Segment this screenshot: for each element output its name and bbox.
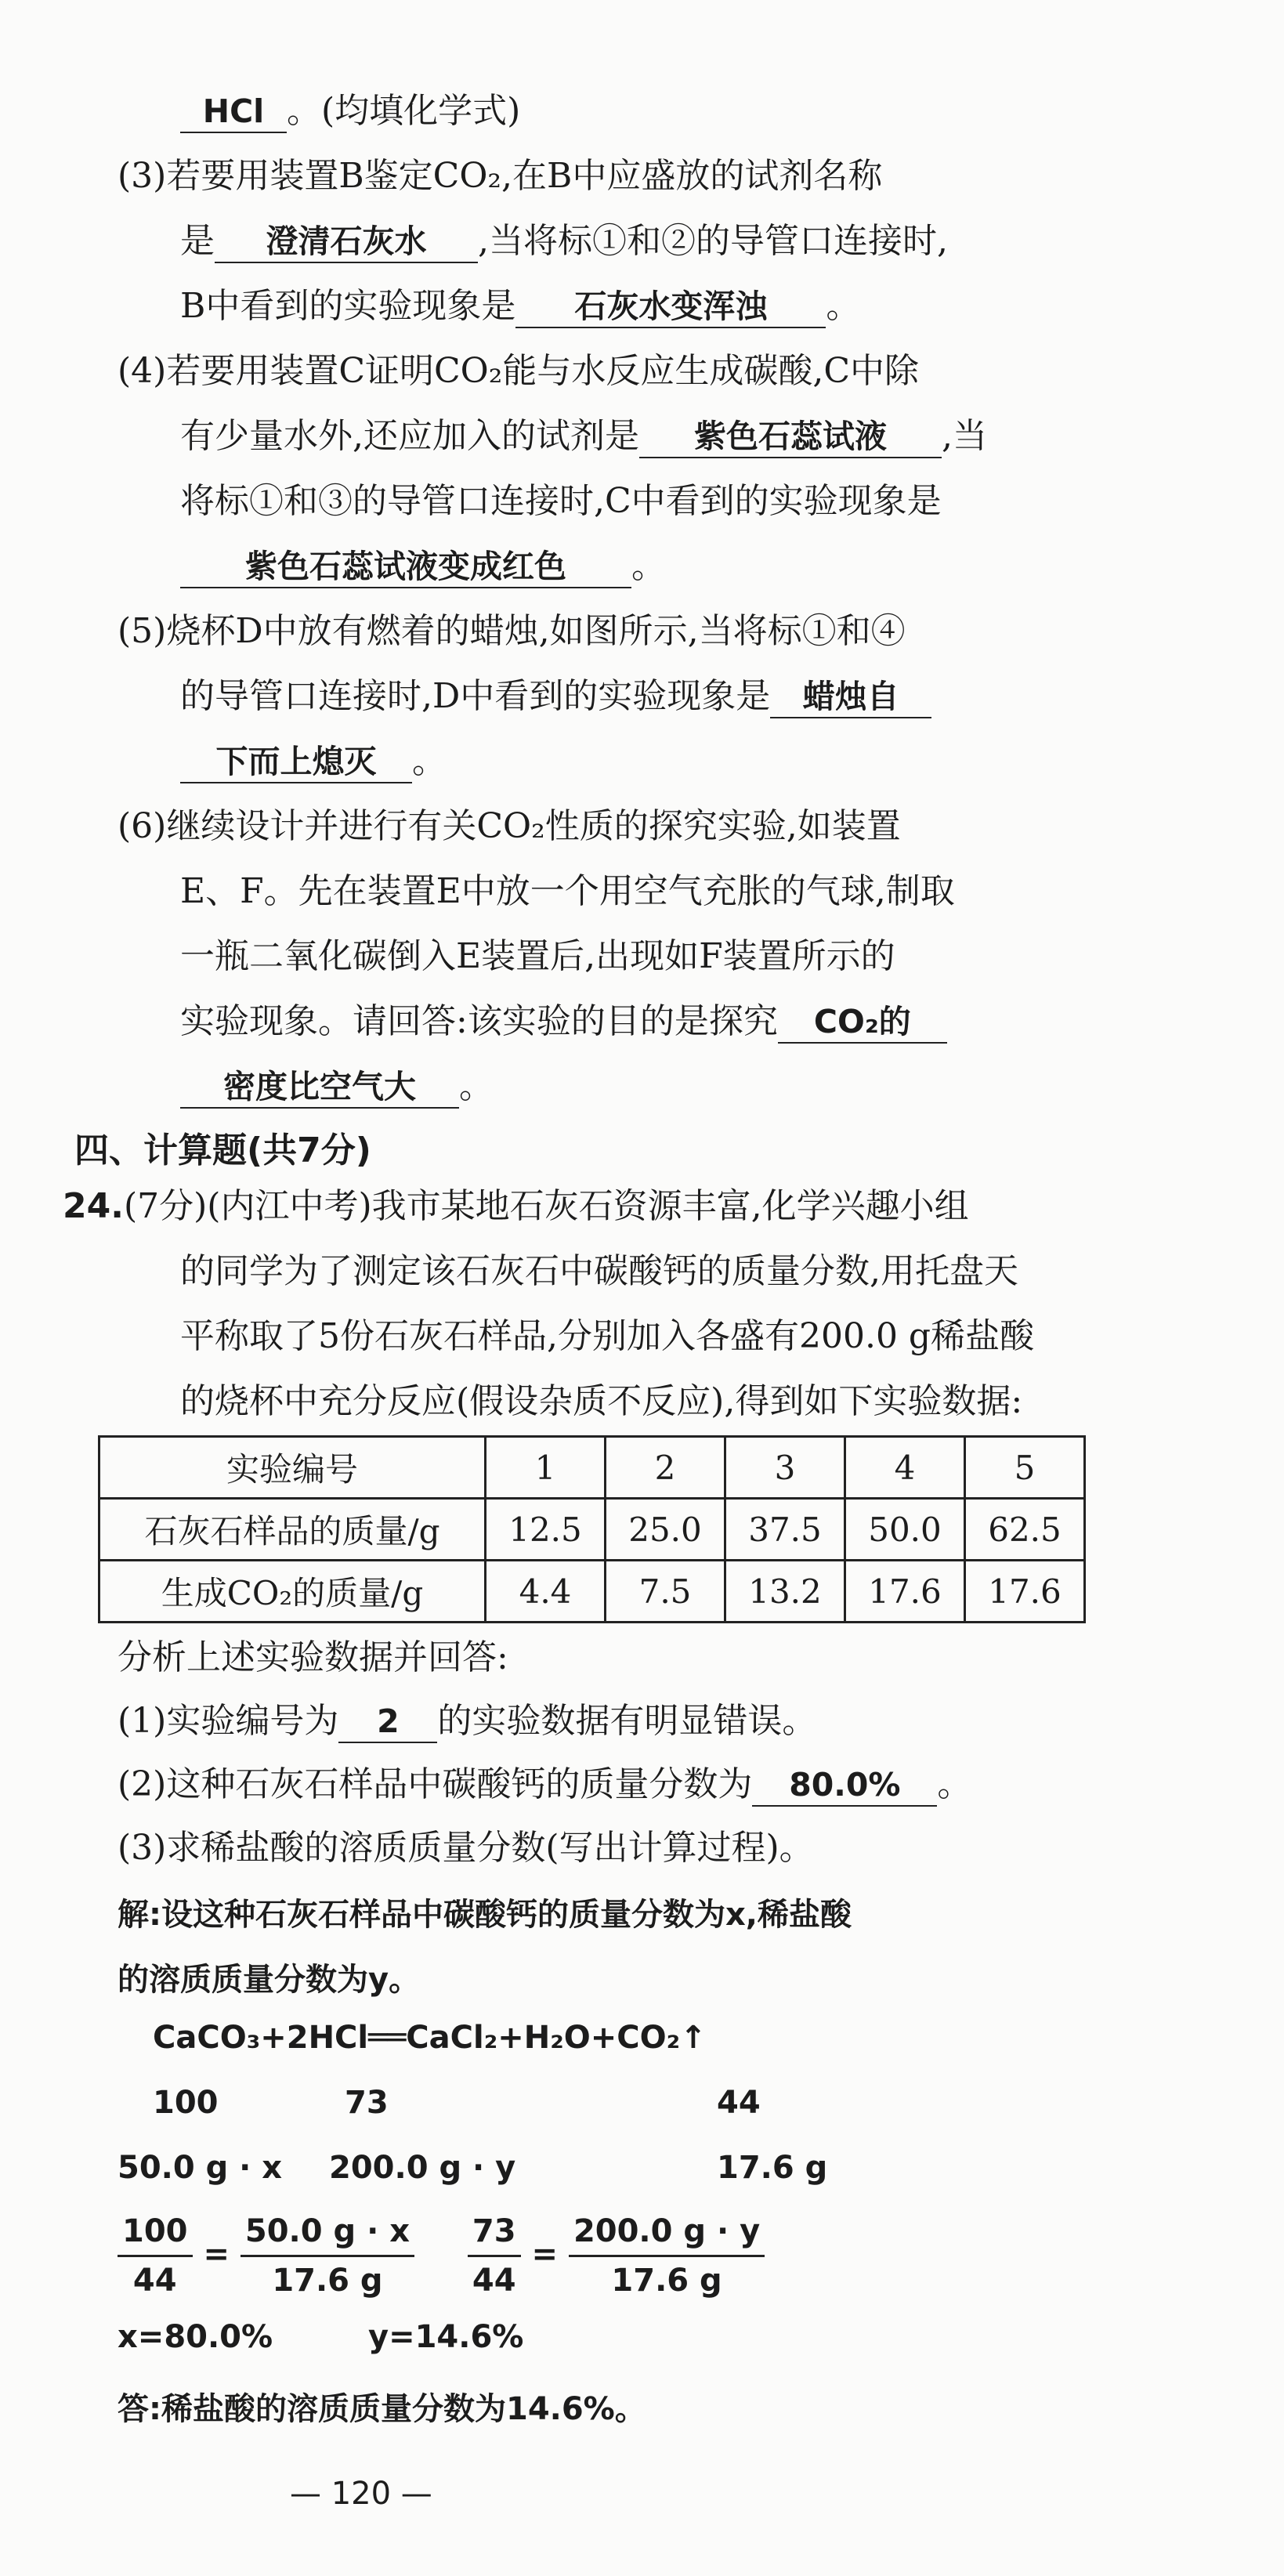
q23-p3-text: 。	[826, 286, 861, 326]
fraction-1-left	[118, 2208, 193, 2304]
table-cell: 37.5	[725, 1499, 845, 1561]
section-title-calculation: 四、计算题(共7分)	[74, 1131, 371, 1170]
q23-p3-text: B中看到的实验现象是	[180, 286, 516, 326]
q24-sub1-text: 的实验数据有明显错误。	[437, 1701, 817, 1741]
table-cell: 62.5	[965, 1499, 1085, 1561]
table-cell: 13.2	[725, 1561, 845, 1623]
page-number: — 120 —	[290, 2476, 432, 2512]
q23-p4-line2	[180, 413, 1144, 460]
solution-molar-mass-caco3: 100	[153, 2085, 219, 2121]
table-cell: 石灰石样品的质量/g	[99, 1499, 486, 1561]
table-header-cell: 4	[845, 1437, 965, 1499]
q24-sub2-text: 。	[937, 1764, 972, 1804]
fraction-numerator: 50.0 g · x	[241, 2208, 414, 2257]
q23-p6-answer-b: 密度比空气大	[180, 1066, 459, 1109]
table-header-cell: 2	[606, 1437, 725, 1499]
q23-p3-answer2: 石灰水变浑浊	[515, 286, 826, 328]
q23-p6-line1: (6)继续设计并进行有关CO₂性质的探究实验,如装置	[118, 806, 901, 846]
table-cell: 17.6	[965, 1561, 1085, 1623]
q23-p4-text: 。	[631, 546, 666, 586]
q24-line2: 的同学为了测定该石灰石中碳酸钙的质量分数,用托盘天	[180, 1251, 1018, 1291]
equals-sign: =	[531, 2236, 558, 2273]
q23-p5-line2	[180, 673, 1144, 720]
fraction-2-right	[569, 2208, 765, 2304]
solution-result-x: x=80.0%	[118, 2319, 273, 2355]
table-header-cell: 5	[965, 1437, 1085, 1499]
table-cell: 50.0	[845, 1499, 965, 1561]
q23-p6-line3: 一瓶二氧化碳倒入E装置后,出现如F装置所示的	[180, 936, 895, 976]
solution-equation: CaCO₃+2HCl══CaCl₂+H₂O+CO₂↑	[153, 2020, 707, 2056]
q24-line4: 的烧杯中充分反应(假设杂质不反应),得到如下实验数据:	[180, 1381, 1023, 1421]
solution-result-y: y=14.6%	[368, 2319, 524, 2355]
q23-p6-text: 实验现象。请回答:该实验的目的是探究	[180, 1001, 778, 1041]
table-row	[99, 1437, 1085, 1499]
q23-p4-line3: 将标①和③的导管口连接时,C中看到的实验现象是	[180, 481, 942, 521]
q23-p4-line1: (4)若要用装置C证明CO₂能与水反应生成碳酸,C中除	[118, 351, 920, 391]
table-header-cell: 3	[725, 1437, 845, 1499]
q24-sub2-text: (2)这种石灰石样品中碳酸钙的质量分数为	[118, 1764, 753, 1804]
q23-p3-line1: (3)若要用装置B鉴定CO₂,在B中应盛放的试剂名称	[118, 156, 883, 196]
solution-proportion-row	[118, 2208, 765, 2304]
q24-sub2	[118, 1761, 1081, 1808]
table-cell: 25.0	[606, 1499, 725, 1561]
fraction-numerator: 100	[118, 2208, 193, 2257]
q23-p5-line1: (5)烧杯D中放有燃着的蜡烛,如图所示,当将标①和④	[118, 611, 906, 651]
fraction-1-right	[241, 2208, 414, 2304]
q23-p5-text: 的导管口连接时,D中看到的实验现象是	[180, 676, 771, 716]
fraction-denominator: 44	[472, 2263, 516, 2299]
fraction-denominator: 17.6 g	[272, 2263, 383, 2299]
q24-text: (7分)(内江中考)我市某地石灰石资源丰富,化学兴趣小组	[123, 1186, 969, 1226]
solution-line1: 解:设这种石灰石样品中碳酸钙的质量分数为x,稀盐酸	[118, 1897, 852, 1933]
q24-number: 24.	[63, 1186, 124, 1226]
fraction-numerator: 200.0 g · y	[569, 2208, 765, 2257]
q23-p3-line3	[180, 283, 1144, 330]
q23-p5-answer-a: 蜡烛自	[770, 676, 931, 718]
q23-p4-answer1: 紫色石蕊试液	[639, 416, 942, 458]
fraction-numerator: 73	[468, 2208, 521, 2257]
q23-p6-line4	[180, 998, 1144, 1045]
fraction-2-left	[468, 2208, 521, 2304]
fraction-denominator: 44	[132, 2263, 177, 2299]
q23-p4-text: 有少量水外,还应加入的试剂是	[180, 416, 639, 456]
fraction-denominator: 17.6 g	[611, 2263, 722, 2299]
table-row	[99, 1561, 1085, 1623]
q24-sub3: (3)求稀盐酸的溶质质量分数(写出计算过程)。	[118, 1828, 814, 1868]
q24-sub2-answer: 80.0%	[752, 1764, 937, 1807]
q24-line3: 平称取了5份石灰石样品,分别加入各盛有200.0 g稀盐酸	[180, 1316, 1035, 1356]
table-header-cell: 实验编号	[99, 1437, 486, 1499]
q23-p3-text: 是	[180, 221, 215, 261]
q23-answer-hcl: HCl	[180, 91, 287, 133]
solution-value-caco3: 50.0 g · x	[118, 2150, 283, 2186]
solution-molar-mass-co2: 44	[717, 2085, 761, 2121]
q23-p4-line4	[180, 543, 1144, 590]
q23-p3-answer1: 澄清石灰水	[215, 221, 478, 263]
q23-p3-line2	[180, 218, 1144, 265]
solution-value-co2: 17.6 g	[717, 2150, 828, 2186]
q24-sub1-answer: 2	[338, 1701, 437, 1743]
table-cell: 12.5	[486, 1499, 606, 1561]
q23-p5-line3	[180, 738, 1144, 785]
q24-line1	[63, 1183, 1026, 1230]
solution-value-hcl: 200.0 g · y	[329, 2150, 516, 2186]
table-cell: 生成CO₂的质量/g	[99, 1561, 486, 1623]
table-header-cell: 1	[486, 1437, 606, 1499]
solution-molar-mass-hcl: 73	[345, 2085, 389, 2121]
solution-answer: 答:稀盐酸的溶质质量分数为14.6%。	[118, 2391, 646, 2427]
equals-sign: =	[203, 2236, 230, 2273]
q23-cont-line	[180, 88, 1144, 135]
table-cell: 17.6	[845, 1561, 965, 1623]
q23-p4-answer2: 紫色石蕊试液变成红色	[180, 546, 631, 588]
q23-p4-text: ,当	[942, 416, 987, 456]
q23-p3-text: ,当将标①和②的导管口连接时,	[478, 221, 948, 261]
q23-p6-line5	[180, 1063, 1144, 1110]
table-cell: 4.4	[486, 1561, 606, 1623]
q23-p6-answer-a: CO₂的	[778, 1001, 947, 1044]
q23-p5-answer-b: 下而上熄灭	[180, 741, 412, 783]
q24-sub1	[118, 1698, 1081, 1745]
q23-cont-text: 。(均填化学式)	[287, 91, 521, 131]
table-row	[99, 1499, 1085, 1561]
q23-p5-text: 。	[412, 741, 447, 781]
q24-analyze: 分析上述实验数据并回答:	[118, 1637, 508, 1677]
experiment-data-table	[98, 1435, 1086, 1623]
q23-p6-line2: E、F。先在装置E中放一个用空气充胀的气球,制取	[180, 871, 955, 911]
q24-sub1-text: (1)实验编号为	[118, 1701, 339, 1741]
table-cell: 7.5	[606, 1561, 725, 1623]
q23-p6-text: 。	[459, 1066, 494, 1106]
solution-line2: 的溶质质量分数为y。	[118, 1962, 421, 1998]
